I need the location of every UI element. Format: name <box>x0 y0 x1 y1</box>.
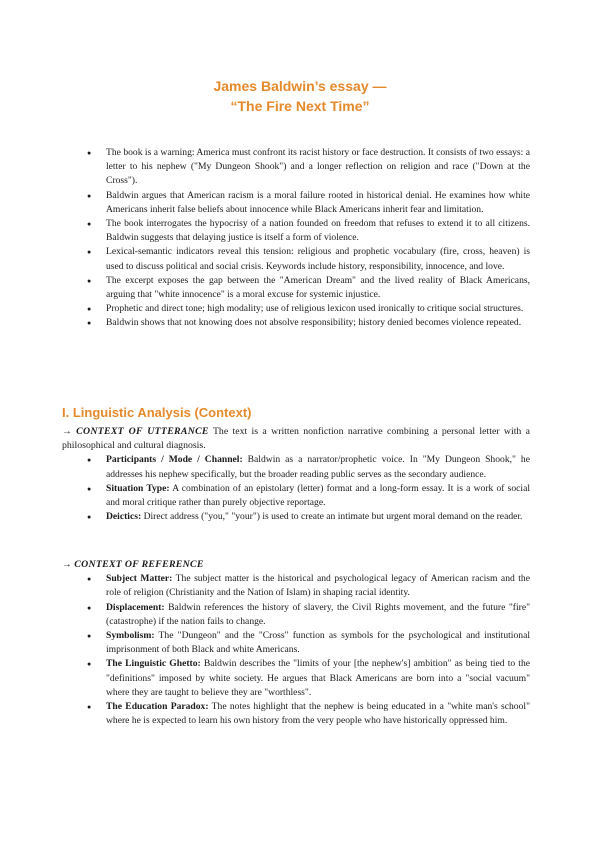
section-heading: I. Linguistic Analysis (Context) <box>62 405 252 420</box>
title-line-1: James Baldwin’s essay — <box>213 78 387 94</box>
reference-item <box>84 657 530 700</box>
item-term: Displacement: <box>106 601 165 613</box>
reference-intro <box>62 558 530 572</box>
item-text: The notes highlight that the nephew is being educated in a "white man's school" where he is expected to learn his own history from the very people who have historically oppressed him. <box>106 701 530 727</box>
arrow-icon: → <box>62 426 72 437</box>
item-term: Deictics: <box>106 511 142 523</box>
title-line-2: “The Fire Next Time” <box>230 98 370 114</box>
intro-bullet: ● The book interrogates the hypocrisy of a nation founded on freedom that refuses to extend it to all citizens. Baldwin suggests that delaying justice is itself a form of violence. <box>84 217 530 245</box>
reference-item <box>84 601 530 629</box>
item-text: A combination of an epistolary (letter) format and a long-form essay. It is a work of social and moral critique rather than purely objective reportage. <box>106 482 530 509</box>
reference-list <box>62 572 530 728</box>
intro-bullet: ● The book is a warning: America must confront its racist history or face destruction. It consists of two essays: a letter to his nephew ("My Dungeon Shook") and a longer reflection on religion and race ("Down at the Cross"). <box>84 146 530 189</box>
reference-label: CONTEXT OF REFERENCE <box>74 559 204 570</box>
item-text: The subject matter is the historical and psychological legacy of American racism and the role of religion (Christianity and the Nation of Islam) in shaping racial identity. <box>106 573 530 599</box>
item-text: Direct address ("you," "your") is used to create an intimate but urgent moral demand on the reader. <box>143 511 523 523</box>
item-term: Symbolism: <box>106 630 155 642</box>
utterance-list <box>62 453 530 524</box>
context-of-utterance <box>62 425 530 524</box>
context-of-reference <box>62 558 530 728</box>
intro-bullet: ● Baldwin shows that not knowing does not absolve responsibility; history denied becomes violence repeated. <box>84 316 530 330</box>
intro-bullet: ● The excerpt exposes the gap between the "American Dream" and the lived reality of Black Americans, arguing that "white innocence" is a moral excuse for systemic injustice. <box>84 274 530 302</box>
intro-bullet: ● Baldwin argues that American racism is a moral failure rooted in historical denial. He examines how white Americans inherit false beliefs about innocence while Black Americans inherit fear and limitation. <box>84 189 530 217</box>
item-term: Subject Matter: <box>106 573 173 585</box>
item-text: Baldwin describes the "limits of your [the nephew's] ambition" as being tied to the "definitions" imposed by white society. He argues that Black Americans are born into a "social vacuum" where they are taught to believe they are "worthless". <box>106 658 531 698</box>
reference-item <box>84 700 530 728</box>
intro-bullet: ● Prophetic and direct tone; high modality; use of religious lexicon used ironically to critique social structures. <box>84 302 530 316</box>
item-text: The "Dungeon" and the "Cross" function as symbols for the psychological and institutional imprisonment of both Black and white Americans. <box>106 630 530 656</box>
document-title <box>0 76 600 116</box>
utterance-label: CONTEXT OF UTTERANCE <box>76 426 209 437</box>
item-term: The Education Paradox: <box>106 701 209 713</box>
item-term: The Linguistic Ghetto: <box>106 658 201 670</box>
item-term: Situation Type: <box>106 482 170 494</box>
utterance-item <box>84 482 530 510</box>
arrow-icon: → <box>62 559 72 570</box>
reference-item <box>84 629 530 657</box>
item-term: Participants / Mode / Channel: <box>106 454 243 466</box>
intro-bullet-list <box>84 146 530 331</box>
item-text: Baldwin as a narrator/prophetic voice. In "My Dungeon Shook," he addresses his nephew specifically, but the broader reading public serves as the secondary audience. <box>106 454 530 480</box>
item-text: Baldwin references the history of slavery, the Civil Rights movement, and the future "fire" (catastrophe) if the nation fails to change. <box>106 601 530 627</box>
utterance-intro <box>62 425 530 453</box>
reference-item <box>84 572 530 600</box>
utterance-item <box>84 510 530 524</box>
intro-bullet: ● Lexical-semantic indicators reveal this tension: religious and prophetic vocabulary (fire, cross, heaven) is used to discuss political and social crisis. Keywords include history, responsibility, innocence, and love. <box>84 245 530 273</box>
utterance-text: The text is a written nonfiction narrative combining a personal letter with a philosophical and cultural diagnosis. <box>62 426 531 452</box>
utterance-item <box>84 453 530 481</box>
